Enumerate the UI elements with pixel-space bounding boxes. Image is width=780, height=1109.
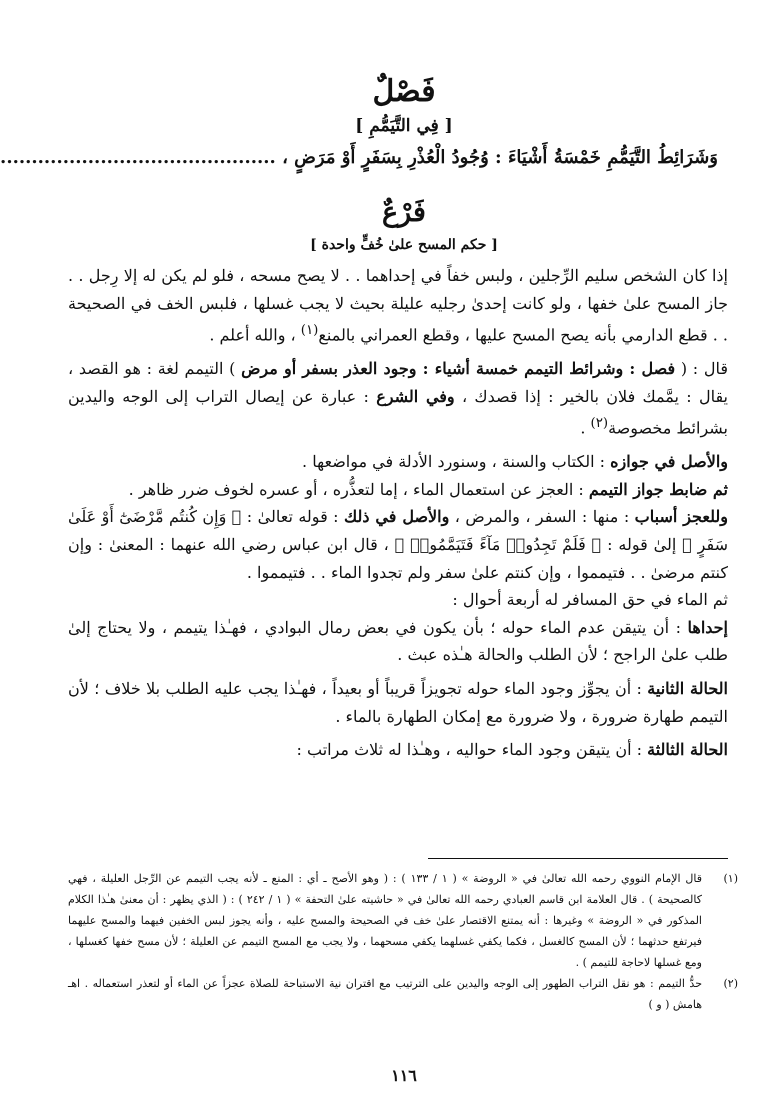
paragraph-2-end: . [580, 418, 591, 438]
footnotes [68, 868, 738, 1015]
paragraph-4-heading: ثم ضابط جواز التيمم [588, 479, 728, 499]
paragraph-2-b: ) التيمم لغة : هو القصد ، يقال : يمَّمك فلان بالخير : إذا قصدك ، [68, 359, 728, 406]
paragraph-6 [68, 586, 728, 614]
paragraph-9 [68, 736, 728, 764]
paragraph-7-text: : أن يتيقن عدم الماء حوله ؛ بأن يكون في بعض رمال البوادي ، فهـٰذا يتيمم ، ولا يحتاج إلىٰ طلب علىٰ الراجح ؛ لأن الطلب والحالة هـٰذه عبث . [68, 617, 728, 665]
paragraph-1-text: إذا كان الشخص سليم الرِّجلين ، ولبس خفاً في إحداهما . . لا يصح مسحه ، فلو لم يكن له إلا رِجل . . جاز المسح علىٰ خفها ، ولو كانت إحدىٰ رجليه عليلة بحيث لا يجب غسلها ، فلبس الخف في الصحيحة . . قطع الدارمي بأنه يصح المسح عليها ، وقطع العمراني بالمنع [68, 266, 729, 345]
paragraph-1 [68, 262, 728, 349]
paragraph-2-matn-quote: فصل : وشرائط التيمم خمسة أشياء : وجود العذر بسفر أو مرض [241, 359, 676, 379]
paragraph-3-text: : الكتاب والسنة ، وسنورد الأدلة في مواضعها . [302, 452, 611, 472]
branch-title: فَرْعٌ [382, 197, 426, 228]
paragraph-2-bold-term: وفي الشرع [376, 386, 455, 406]
branch-subtitle: [ حكم المسح علىٰ خُفٍّ واحدة ] [310, 237, 498, 253]
footnote-2 [68, 973, 738, 1015]
paragraph-5-b: : قوله تعالىٰ : ﴿ وَإِن كُنتُم مَّرْضَىٰٓ أَوْ عَلَىٰ سَفَرٍ ﴾ إلىٰ قوله : ﴿ فَلَمْ تَجِدُوا۟ مَآءً فَتَيَمَّمُوا۟ ﴾ ، قال ابن عباس رضي الله عنهما : المعنىٰ : وإن كنتم مرضىٰ . . فتيمموا ، وإن كنتم علىٰ سفر ولم تجدوا الماء . . فتيمموا . [68, 507, 728, 582]
paragraph-5 [68, 503, 728, 586]
paragraph-1-end: ، والله أعلم . [209, 325, 301, 345]
paragraph-8-heading: الحالة الثانية [647, 678, 728, 698]
paragraph-2 [68, 355, 728, 442]
paragraph-3-heading: والأصل في جوازه [610, 452, 728, 472]
paragraph-9-heading: الحالة الثالثة [647, 740, 728, 760]
footnote-1-text: قال الإمام النووي رحمه الله تعالىٰ في « الروضة » ( ١ / ١٣٣ ) : ( وهو الأصح ـ أي : المنع ـ لأنه يجب التيمم عن الرِّجل العليلة ، فهي كالصحيحة ) . قال العلامة ابن قاسم العبادي رحمه الله تعالىٰ في « حاشيته علىٰ التحفة » ( ١ / ٢٤٢ ) : ( الذي يظهر : أن معنىٰ هـٰذا الكلام المذكور في « الروضة » وغيرها : أنه يمتنع الاقتصار علىٰ خف في الصحيحة والمسح عليه ، وأنه يجوز لبس الخفين فيهما والمسح عليهما فيرتفع حدثهما ؛ لأن المسح كالغسل ، فكما يكفي غسلهما يكفي مسحهما ، ولا يجب مع المسح التيمم عن العليلة ؛ لأن مسح خفها كغسلها ، ومع غسلها لاحاجة للتيمم ) . [68, 872, 703, 969]
paragraph-5-a: : منها : السفر ، والمرض ، [449, 507, 635, 527]
paragraph-3 [68, 448, 728, 476]
paragraph-7-heading: إحداها [687, 617, 728, 637]
paragraph-2-c: : عبارة عن إيصال التراب إلى الوجه واليدين بشرائط مخصوصة [68, 386, 728, 438]
matn-text: وَشَرَائِطُ التَّيَمُّمِ خَمْسَةُ أَشْيَاءَ : وُجُودُ الْعُذْرِ بِسَفَرٍ أَوْ مَرَضٍ ، [282, 147, 718, 168]
footnote-2-text: حدُّ التيمم : هو نقل التراب الطهور إلى الوجه واليدين على الترتيب مع اقتران نية الاستباحة للصلاة عجزاً عن الماء أو لتعذر استعماله . اهـ هامش ( و ) [68, 977, 702, 1011]
footnote-1 [68, 868, 738, 973]
footnote-ref-2[interactable]: (٢) [590, 416, 609, 432]
page-number: ١١٦ [391, 1066, 417, 1085]
paragraph-7 [68, 614, 728, 669]
footnote-ref-1[interactable]: (١) [300, 323, 319, 339]
paragraph-9-text: : أن يتيقن وجود الماء حواليه ، وهـٰذا له ثلاث مراتب : [296, 740, 648, 760]
section-subtitle: [ فِي التَّيَمُّمِ ] [355, 116, 453, 136]
matn-dots: ............................................ [0, 147, 276, 168]
footnote-divider [428, 858, 728, 859]
paragraph-8-text: : أن يجوِّز وجود الماء حوله تجويزاً قريباً أو بعيداً ، فهـٰذا يجب عليه الطلب بلا خلاف ؛ لأن التيمم طهارة ضرورة ، ولا ضرورة مع إمكان الطهارة بالماء . [68, 678, 728, 726]
footnote-2-number: (٢) [723, 977, 738, 990]
paragraph-8 [68, 675, 728, 730]
paragraph-4-text: : العجز عن استعمال الماء ، إما لتعذُّره ، أو عسره لخوف ضرر ظاهر . [128, 479, 589, 499]
paragraph-4 [68, 476, 728, 504]
footnote-1-number: (١) [723, 872, 738, 885]
commentary-body [68, 262, 728, 764]
paragraph-6-text: ثم الماء في حق المسافر له أربعة أحوال : [452, 590, 728, 610]
paragraph-2-a: قال : ( [675, 359, 729, 379]
paragraph-5-heading: وللعجز أسباب [634, 507, 728, 527]
matn-line [0, 142, 718, 174]
section-title: فَصْلٌ [372, 74, 436, 109]
paragraph-5-bold-term: والأصل في ذلك [344, 507, 450, 527]
